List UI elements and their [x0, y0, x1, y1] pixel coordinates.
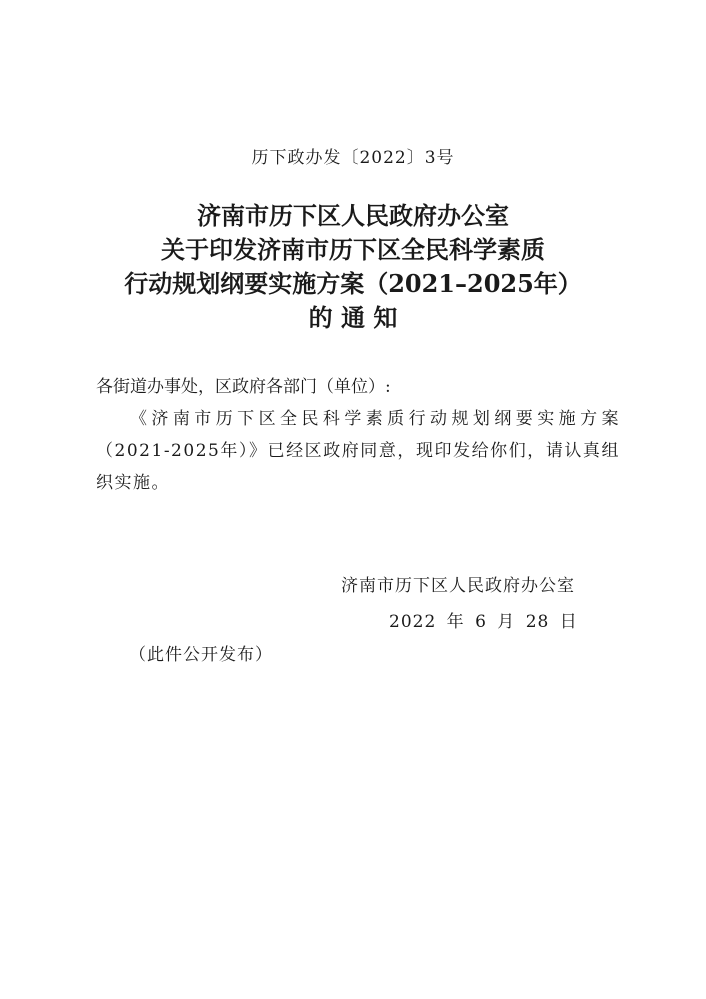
- title-line-1: 济南市历下区人民政府办公室: [197, 201, 509, 230]
- body-paragraph: 《济南市历下区全民科学素质行动规划纲要实施方案（2021-2025年）》已经区政府同意，现印发给你们，请认真组织实施。: [96, 409, 620, 493]
- disclosure-note: （此件公开发布）: [129, 645, 273, 665]
- issuing-authority: 济南市历下区人民政府办公室: [341, 576, 575, 596]
- title-line-4: 的 通 知: [308, 303, 398, 332]
- document-number: 历下政办发〔2022〕3号: [251, 148, 455, 168]
- issue-date: 2022 年 6 月 28 日: [389, 612, 578, 632]
- document-title: [0, 199, 706, 335]
- title-line-2: 关于印发济南市历下区全民科学素质: [161, 235, 545, 264]
- addressee: 各街道办事处，区政府各部门（单位）:: [96, 377, 391, 397]
- title-line-3: 行动规划纲要实施方案（2021–2025年）: [124, 269, 582, 298]
